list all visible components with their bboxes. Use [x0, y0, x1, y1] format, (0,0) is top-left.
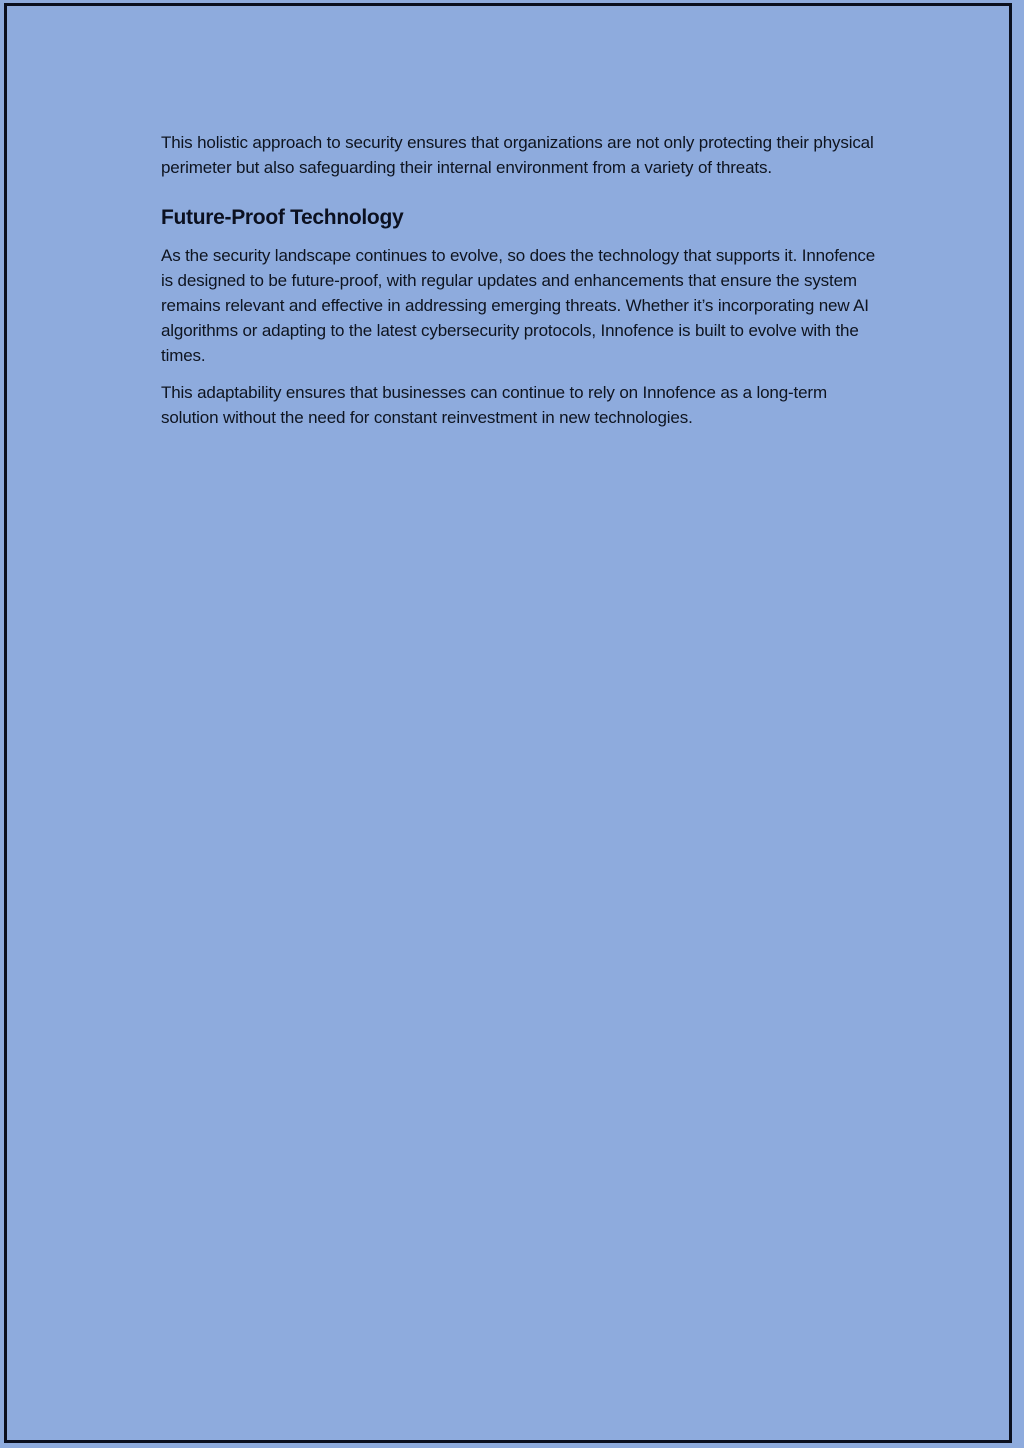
section-paragraph: As the security landscape continues to evolve, so does the technology that supports it. Innofence is designed to be future-proof, with regular updates and enhancements that ensure the system remains relevant and effective in addressing emerging threats. Whether it’s incorporating new AI algorithms or adapting to the latest cybersecurity protocols, Innofence is built to evolve with the times.: [161, 246, 876, 365]
page-frame: [4, 3, 1012, 1443]
document-body: [161, 130, 881, 430]
section-heading: Future-Proof Technology: [161, 206, 404, 229]
intro-paragraph: This holistic approach to security ensures that organizations are not only protecting their physical perimeter but also safeguarding their internal environment from a variety of threats.: [161, 133, 874, 177]
section-paragraph: This adaptability ensures that businesses can continue to rely on Innofence as a long-term solution without the need for constant reinvestment in new technologies.: [161, 383, 827, 427]
